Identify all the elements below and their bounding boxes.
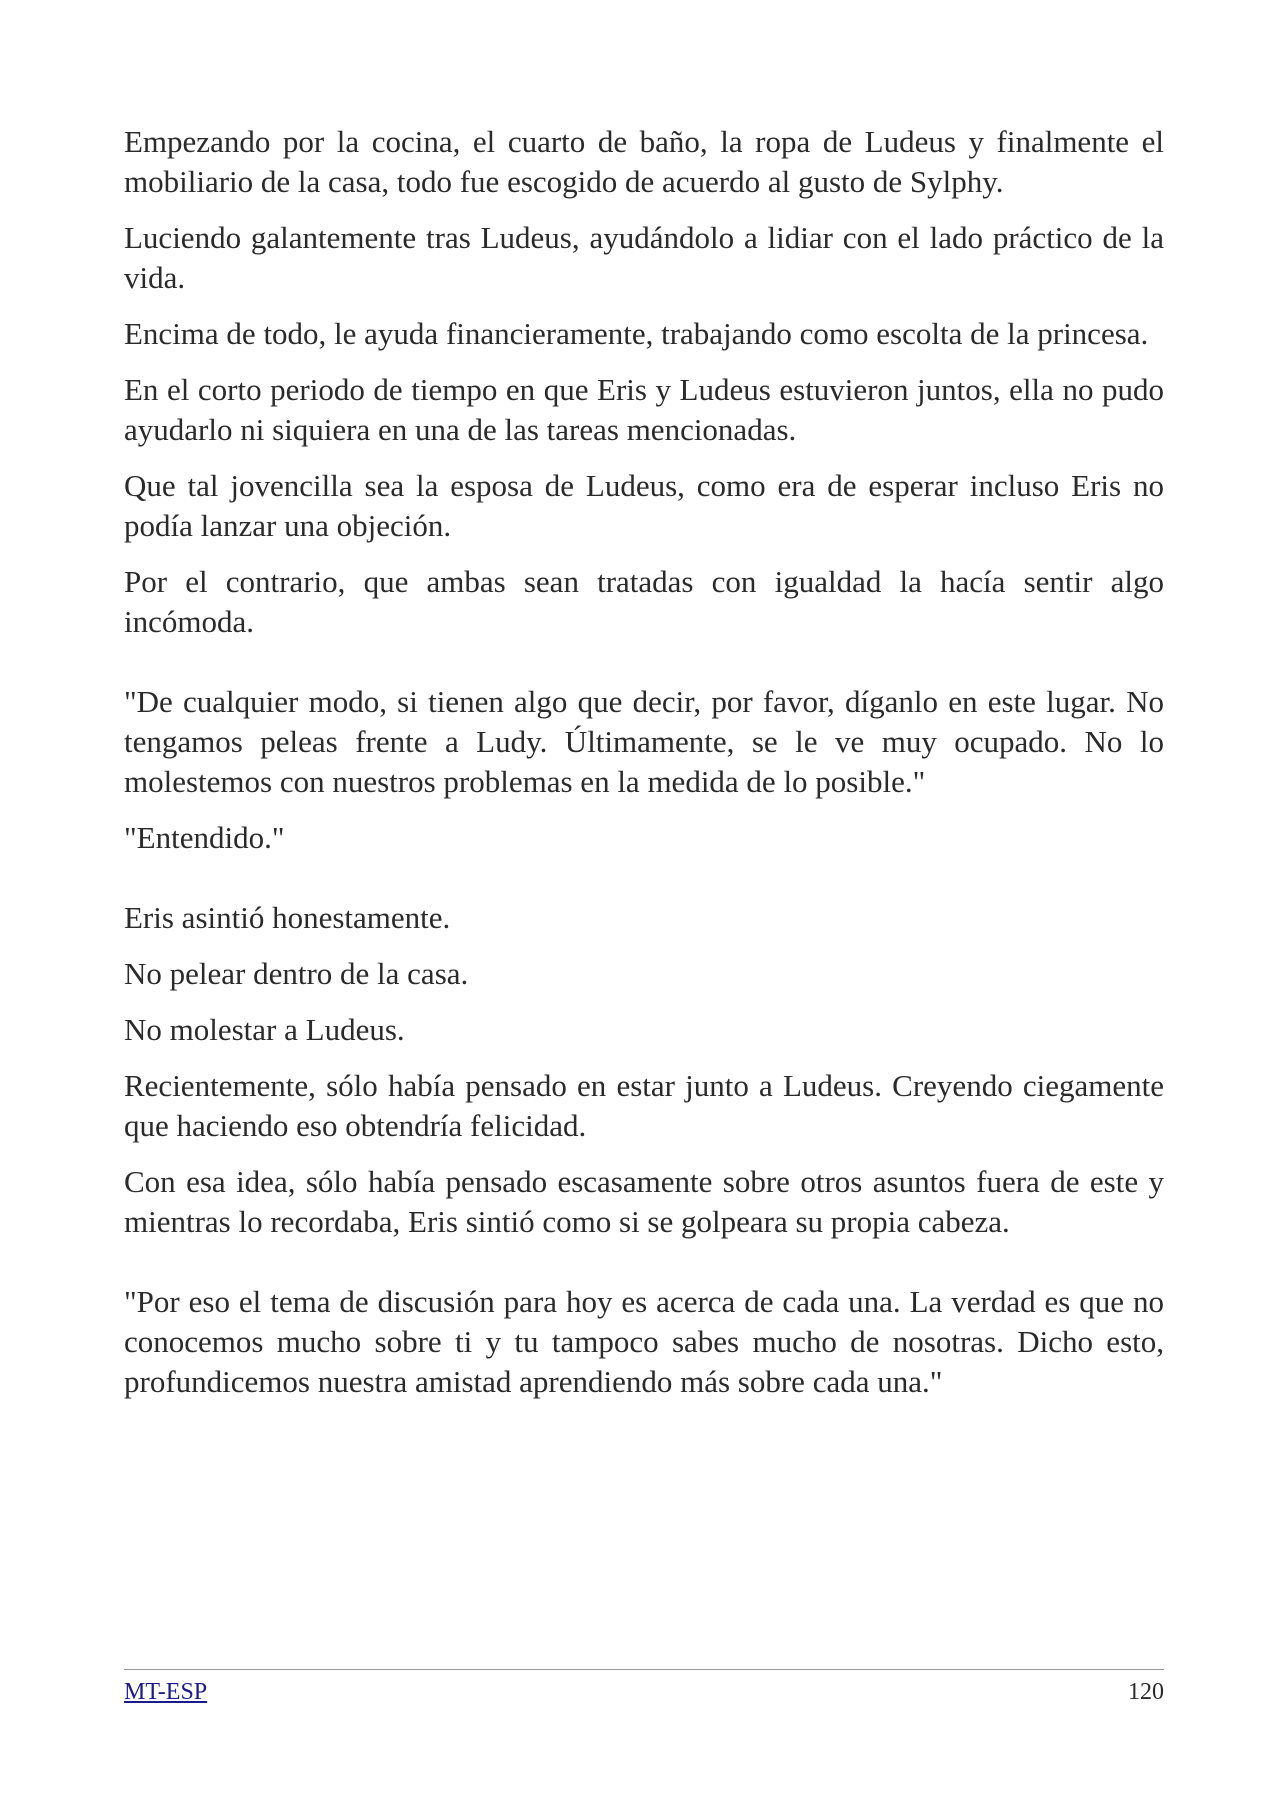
document-body [124, 122, 1164, 1418]
page-footer [124, 1669, 1164, 1706]
page-number: 120 [1128, 1679, 1164, 1705]
paragraph: Recientemente, sólo había pensado en estar junto a Ludeus. Creyendo ciegamente que haciendo eso obtendría felicidad. [124, 1068, 1164, 1143]
paragraph: Con esa idea, sólo había pensado escasamente sobre otros asuntos fuera de este y mientras lo recordaba, Eris sintió como si se golpeara su propia cabeza. [124, 1164, 1164, 1239]
paragraph: Luciendo galantemente tras Ludeus, ayudándolo a lidiar con el lado práctico de la vida. [124, 220, 1164, 295]
paragraph: En el corto periodo de tiempo en que Eris y Ludeus estuvieron juntos, ella no pudo ayudarlo ni siquiera en una de las tareas mencionadas. [124, 372, 1164, 447]
footer-link[interactable]: MT-ESP [124, 1679, 208, 1705]
paragraph: Encima de todo, le ayuda financieramente, trabajando como escolta de la princesa. [124, 316, 1149, 351]
paragraph: Empezando por la cocina, el cuarto de baño, la ropa de Ludeus y finalmente el mobiliario de la casa, todo fue escogido de acuerdo al gusto de Sylphy. [124, 124, 1164, 199]
paragraph: Por el contrario, que ambas sean tratadas con igualdad la hacía sentir algo incómoda. [124, 564, 1164, 639]
paragraph: Que tal jovencilla sea la esposa de Ludeus, como era de esperar incluso Eris no podía lanzar una objeción. [124, 468, 1164, 543]
paragraph: No molestar a Ludeus. [124, 1012, 405, 1047]
dialogue-paragraph: "Por eso el tema de discusión para hoy es acerca de cada una. La verdad es que no conocemos mucho sobre ti y tu tampoco sabes mucho de nosotras. Dicho esto, profundicemos nuestra amistad aprendiendo más sobre cada una." [124, 1284, 1164, 1399]
paragraph: Eris asintió honestamente. [124, 900, 451, 935]
dialogue-paragraph: "De cualquier modo, si tienen algo que decir, por favor, díganlo en este lugar. No tengamos peleas frente a Ludy. Últimamente, se le ve muy ocupado. No lo molestemos con nuestros problemas en la medida de lo posible." [124, 684, 1164, 799]
dialogue-paragraph: "Entendido." [124, 820, 285, 855]
paragraph: No pelear dentro de la casa. [124, 956, 469, 991]
